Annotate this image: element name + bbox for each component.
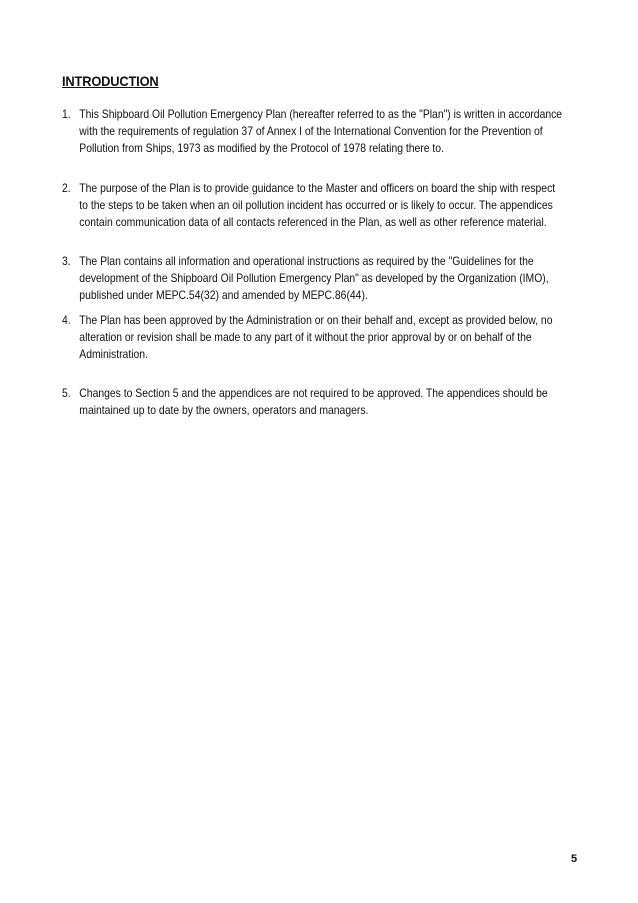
numbered-paragraph-4 (62, 312, 564, 363)
paragraph-text: The purpose of the Plan is to provide guidance to the Master and officers on board the ship with respect to the steps to be taken when an oil pollution incident has occurred or is likely to occur. The appendices contain communication data of all contacts referenced in the Plan, as well as other reference material. (79, 181, 556, 229)
paragraph-number: 1. (62, 107, 71, 121)
paragraph-number: 3. (62, 254, 71, 268)
paragraph-number: 5. (62, 386, 71, 400)
numbered-paragraph-2 (62, 180, 564, 231)
paragraph-text: This Shipboard Oil Pollution Emergency Plan (hereafter referred to as the "Plan") is written in accordance with the requirements of regulation 37 of Annex I of the International Convention for the Prevention of Pollution from Ships, 1973 as modified by the Protocol of 1978 relating there to. (79, 107, 563, 155)
paragraph-number: 4. (62, 313, 71, 327)
paragraph-text: Changes to Section 5 and the appendices are not required to be approved. The appendices should be maintained up to date by the owners, operators and managers. (79, 386, 548, 417)
section-heading: INTRODUCTION (62, 73, 159, 89)
numbered-paragraph-5 (62, 385, 564, 419)
numbered-paragraph-3 (62, 253, 564, 304)
paragraph-text: The Plan contains all information and operational instructions as required by the "Guidelines for the development of the Shipboard Oil Pollution Emergency Plan" as developed by the Organization (IMO), published under MEPC.54(32) and amended by MEPC.86(44). (79, 254, 549, 302)
paragraph-number: 2. (62, 181, 71, 195)
numbered-paragraph-1 (62, 106, 564, 157)
page-number: 5 (571, 853, 578, 865)
paragraph-text: The Plan has been approved by the Administration or on their behalf and, except as provided below, no alteration or revision shall be made to any part of it without the prior approval by or on behalf of the Administration. (79, 313, 553, 361)
